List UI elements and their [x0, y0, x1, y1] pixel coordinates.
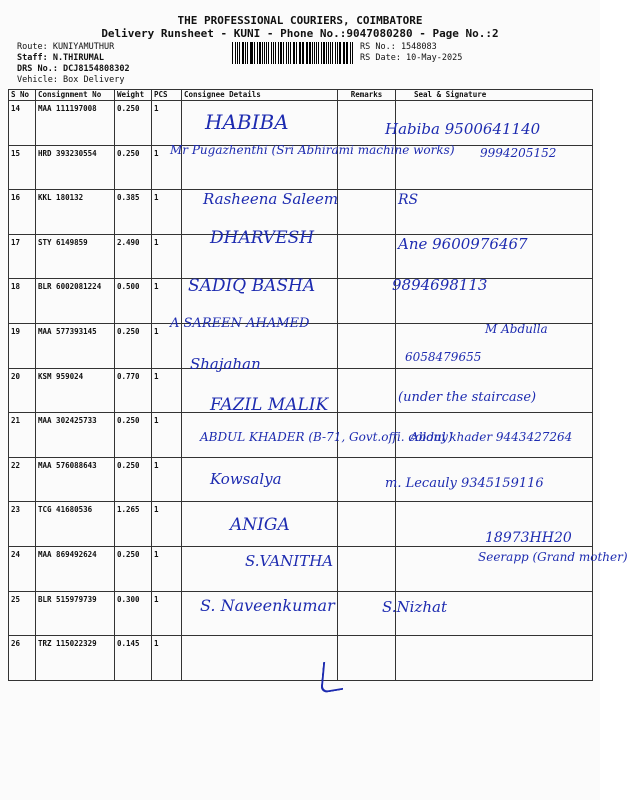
cell-weight: 1.265	[115, 502, 152, 547]
cell-pcs: 1	[152, 145, 182, 190]
rs-number-label: RS No.: 1548083	[360, 42, 437, 52]
seal-signature-handwriting: Habiba 9500641140	[385, 120, 541, 138]
seal-signature-handwriting: Ane 9600976467	[398, 235, 528, 253]
cell-weight: 0.250	[115, 145, 152, 190]
company-title: THE PROFESSIONAL COURIERS, COIMBATORE	[177, 14, 423, 27]
col-header-seal: Seal & Signature	[396, 90, 593, 101]
cell-consignee	[182, 636, 338, 681]
cell-weight: 0.250	[115, 457, 152, 502]
cell-consignment-no: HRD 393230554	[36, 145, 115, 190]
cell-remarks	[338, 323, 396, 368]
cell-sno: 20	[9, 368, 36, 413]
cell-consignment-no: MAA 577393145	[36, 323, 115, 368]
cell-remarks	[338, 190, 396, 235]
cell-consignment-no: MAA 869492624	[36, 546, 115, 591]
cell-weight: 0.770	[115, 368, 152, 413]
col-header-weight: Weight	[115, 90, 152, 101]
table-row	[9, 636, 593, 681]
runsheet-subtitle: Delivery Runsheet - KUNI - Phone No.:9047080280 - Page No.:2	[101, 27, 499, 40]
col-header-pcs: PCS	[152, 90, 182, 101]
consignee-handwriting: ANIGA	[230, 515, 290, 535]
cell-consignment-no: STY 6149859	[36, 234, 115, 279]
cell-pcs: 1	[152, 546, 182, 591]
cell-pcs: 1	[152, 413, 182, 458]
cell-pcs: 1	[152, 234, 182, 279]
vehicle-label: Vehicle: Box Delivery	[17, 75, 125, 85]
col-header-consignee: Consignee Details	[182, 90, 338, 101]
cell-sno: 26	[9, 636, 36, 681]
cell-pcs: 1	[152, 323, 182, 368]
barcode-image	[232, 42, 354, 64]
cell-consignment-no: KSM 959024	[36, 368, 115, 413]
cell-consignment-no: KKL 180132	[36, 190, 115, 235]
seal-signature-handwriting: RS	[398, 192, 419, 208]
cell-sno: 21	[9, 413, 36, 458]
consignee-handwriting: FAZIL MALIK	[210, 395, 329, 415]
cell-weight: 0.145	[115, 636, 152, 681]
consignee-handwriting: Mr Pugazhenthi (Sri Abhirami machine works)	[170, 143, 455, 157]
cell-weight: 0.385	[115, 190, 152, 235]
cell-sno: 16	[9, 190, 36, 235]
cell-pcs: 1	[152, 636, 182, 681]
cell-weight: 0.300	[115, 591, 152, 636]
consignee-handwriting: ABDUL KHADER (B-71, Govt.offi. colony)	[200, 430, 453, 444]
seal-signature-handwriting: m. Lecauly 9345159116	[385, 476, 544, 491]
cell-pcs: 1	[152, 368, 182, 413]
runsheet-meta-right	[360, 42, 462, 64]
cell-sno: 18	[9, 279, 36, 324]
cell-weight: 0.250	[115, 323, 152, 368]
cell-sno: 25	[9, 591, 36, 636]
checkmark-scribble	[320, 658, 346, 693]
cell-sno: 24	[9, 546, 36, 591]
cell-remarks	[338, 279, 396, 324]
consignee-handwriting: Shajahan	[190, 355, 261, 373]
cell-pcs: 1	[152, 190, 182, 235]
col-header-sno: S No	[9, 90, 36, 101]
seal-signature-handwriting: 9894698113	[392, 276, 488, 294]
cell-remarks	[338, 234, 396, 279]
cell-weight: 2.490	[115, 234, 152, 279]
delivery-table	[8, 89, 593, 681]
cell-consignment-no: MAA 576088643	[36, 457, 115, 502]
cell-sno: 22	[9, 457, 36, 502]
route-label: Route: KUNIYAMUTHUR	[17, 42, 115, 52]
consignee-handwriting: A SAREEN AHAMED	[170, 316, 310, 331]
cell-consignment-no: MAA 302425733	[36, 413, 115, 458]
cell-consignment-no: BLR 515979739	[36, 591, 115, 636]
cell-remarks	[338, 546, 396, 591]
consignee-handwriting: S.VANITHA	[245, 552, 334, 570]
seal-signature-handwriting: Seerapp (Grand mother)	[478, 550, 628, 564]
cell-weight: 0.250	[115, 546, 152, 591]
cell-pcs: 1	[152, 502, 182, 547]
cell-consignment-no: TCG 41680536	[36, 502, 115, 547]
cell-sno: 19	[9, 323, 36, 368]
cell-pcs: 1	[152, 591, 182, 636]
seal-signature-handwriting: 18973HH20	[485, 530, 572, 546]
drs-label: DRS No.: DCJ8154808302	[17, 64, 130, 74]
seal-signature-handwriting: 9994205152	[480, 146, 557, 160]
cell-weight: 0.500	[115, 279, 152, 324]
seal-signature-handwriting: M Abdulla	[485, 322, 548, 336]
rs-date-label: RS Date: 10-May-2025	[360, 53, 463, 63]
cell-remarks	[338, 502, 396, 547]
cell-consignment-no: MAA 111197008	[36, 101, 115, 146]
cell-consignment-no: BLR 6002081224	[36, 279, 115, 324]
runsheet-meta-left	[17, 42, 130, 86]
consignee-handwriting: HABIBA	[205, 110, 289, 134]
cell-remarks	[338, 368, 396, 413]
col-header-consignment: Consignment No	[36, 90, 115, 101]
cell-sno: 15	[9, 145, 36, 190]
cell-pcs: 1	[152, 457, 182, 502]
cell-remarks	[338, 636, 396, 681]
cell-weight: 0.250	[115, 101, 152, 146]
consignee-handwriting: Rasheena Saleem	[203, 190, 339, 208]
seal-signature-handwriting: S.Nizhat	[382, 598, 447, 616]
seal-signature-handwriting: (under the staircase)	[398, 390, 537, 405]
seal-signature-handwriting: Abdul khader 9443427264	[410, 430, 573, 444]
cell-pcs: 1	[152, 101, 182, 146]
cell-sno: 23	[9, 502, 36, 547]
cell-sno: 17	[9, 234, 36, 279]
cell-seal	[396, 190, 593, 235]
consignee-handwriting: S. Naveenkumar	[200, 596, 335, 615]
cell-pcs: 1	[152, 279, 182, 324]
cell-weight: 0.250	[115, 413, 152, 458]
cell-seal	[396, 636, 593, 681]
cell-sno: 14	[9, 101, 36, 146]
consignee-handwriting: SADIQ BASHA	[188, 276, 316, 296]
consignee-handwriting: DHARVESH	[210, 228, 315, 248]
consignee-handwriting: Kowsalya	[210, 470, 282, 488]
staff-label: Staff: N.THIRUMAL	[17, 53, 104, 63]
col-header-remarks: Remarks	[338, 90, 396, 101]
seal-signature-handwriting: 6058479655	[405, 350, 482, 364]
table-header-row	[9, 90, 593, 101]
cell-consignment-no: TRZ 115022329	[36, 636, 115, 681]
